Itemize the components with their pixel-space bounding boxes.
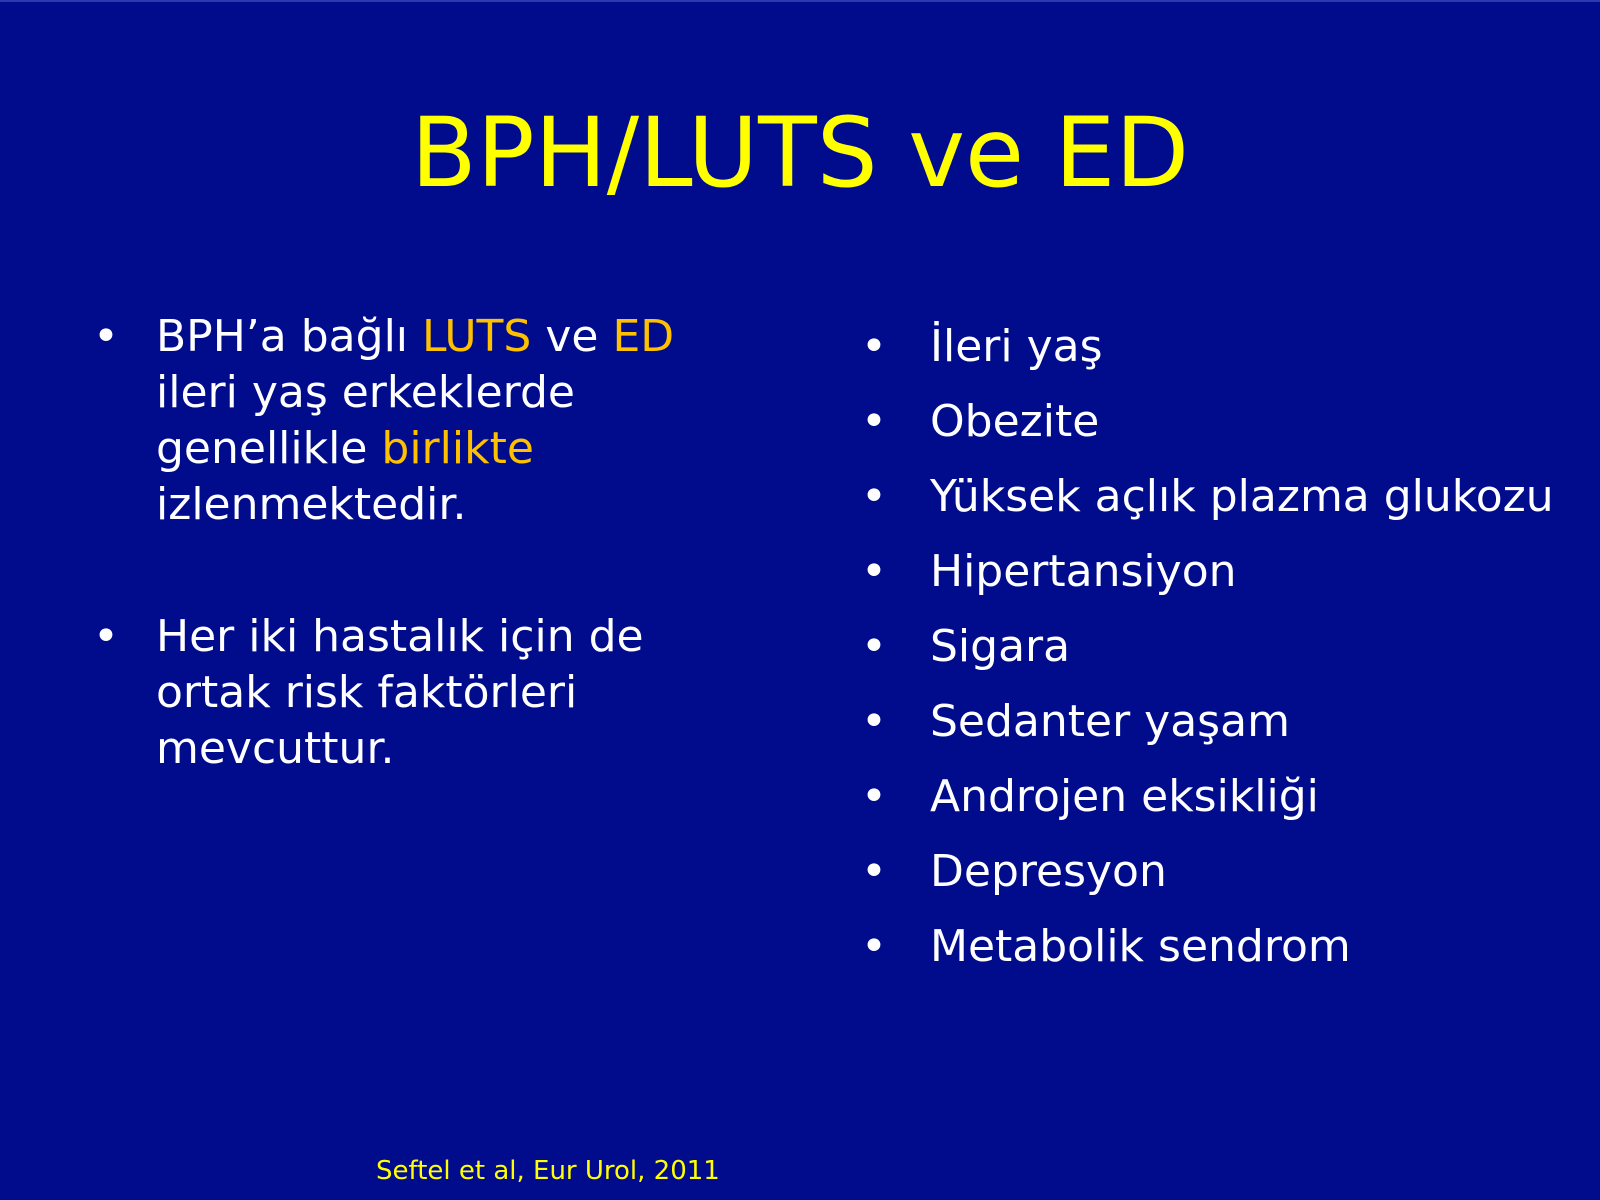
risk-factor-item	[861, 384, 1556, 459]
bullet-dot-icon: •	[93, 311, 119, 362]
bullet-dot-icon: •	[861, 771, 887, 822]
risk-factor-item	[861, 309, 1556, 384]
risk-factor-item	[861, 534, 1556, 609]
risk-factor-item	[861, 834, 1556, 909]
left-bullet-text: Her iki hastalık için de ortak risk faktörleri mevcuttur.	[156, 611, 644, 774]
risk-factor-text: Obezite	[930, 396, 1100, 447]
text-segment: ve	[531, 311, 613, 362]
risk-factor-item	[861, 459, 1556, 534]
highlight-luts: LUTS	[422, 311, 532, 362]
risk-factor-item	[861, 609, 1556, 684]
risk-factor-text: Metabolik sendrom	[930, 921, 1351, 972]
bullet-dot-icon: •	[861, 471, 887, 522]
risk-factor-text: Yüksek açlık plazma glukozu	[930, 471, 1554, 522]
bullet-dot-icon: •	[861, 921, 887, 972]
slide-title: BPH/LUTS ve ED	[410, 97, 1190, 209]
citation: Seftel et al, Eur Urol, 2011	[376, 1156, 720, 1186]
left-bullet-text	[156, 311, 674, 530]
risk-factor-text: Hipertansiyon	[930, 546, 1237, 597]
highlight-birlikte: birlikte	[381, 423, 534, 474]
text-segment: ileri yaş erkeklerde genellikle	[156, 367, 575, 474]
bullet-dot-icon: •	[861, 396, 887, 447]
right-column	[861, 309, 1556, 984]
risk-factor-text: Sedanter yaşam	[930, 696, 1290, 747]
bullet-dot-icon: •	[861, 846, 887, 897]
risk-factor-text: İleri yaş	[930, 321, 1103, 372]
left-bullet-item	[92, 309, 752, 533]
bullet-dot-icon: •	[861, 546, 887, 597]
left-column	[92, 309, 752, 777]
risk-factor-text: Androjen eksikliği	[930, 771, 1319, 822]
top-border-line	[0, 0, 1600, 2]
text-segment: izlenmektedir.	[156, 479, 467, 530]
risk-factor-text: Depresyon	[930, 846, 1167, 897]
left-bullet-item	[92, 609, 752, 777]
risk-factor-item	[861, 684, 1556, 759]
risk-factor-item	[861, 909, 1556, 984]
bullet-dot-icon: •	[861, 696, 887, 747]
bullet-dot-icon: •	[861, 321, 887, 372]
bullet-dot-icon: •	[93, 611, 119, 662]
risk-factor-item	[861, 759, 1556, 834]
text-segment: BPH’a bağlı	[156, 311, 422, 362]
risk-factor-text: Sigara	[930, 621, 1071, 672]
highlight-ed: ED	[612, 311, 675, 362]
bullet-dot-icon: •	[861, 621, 887, 672]
